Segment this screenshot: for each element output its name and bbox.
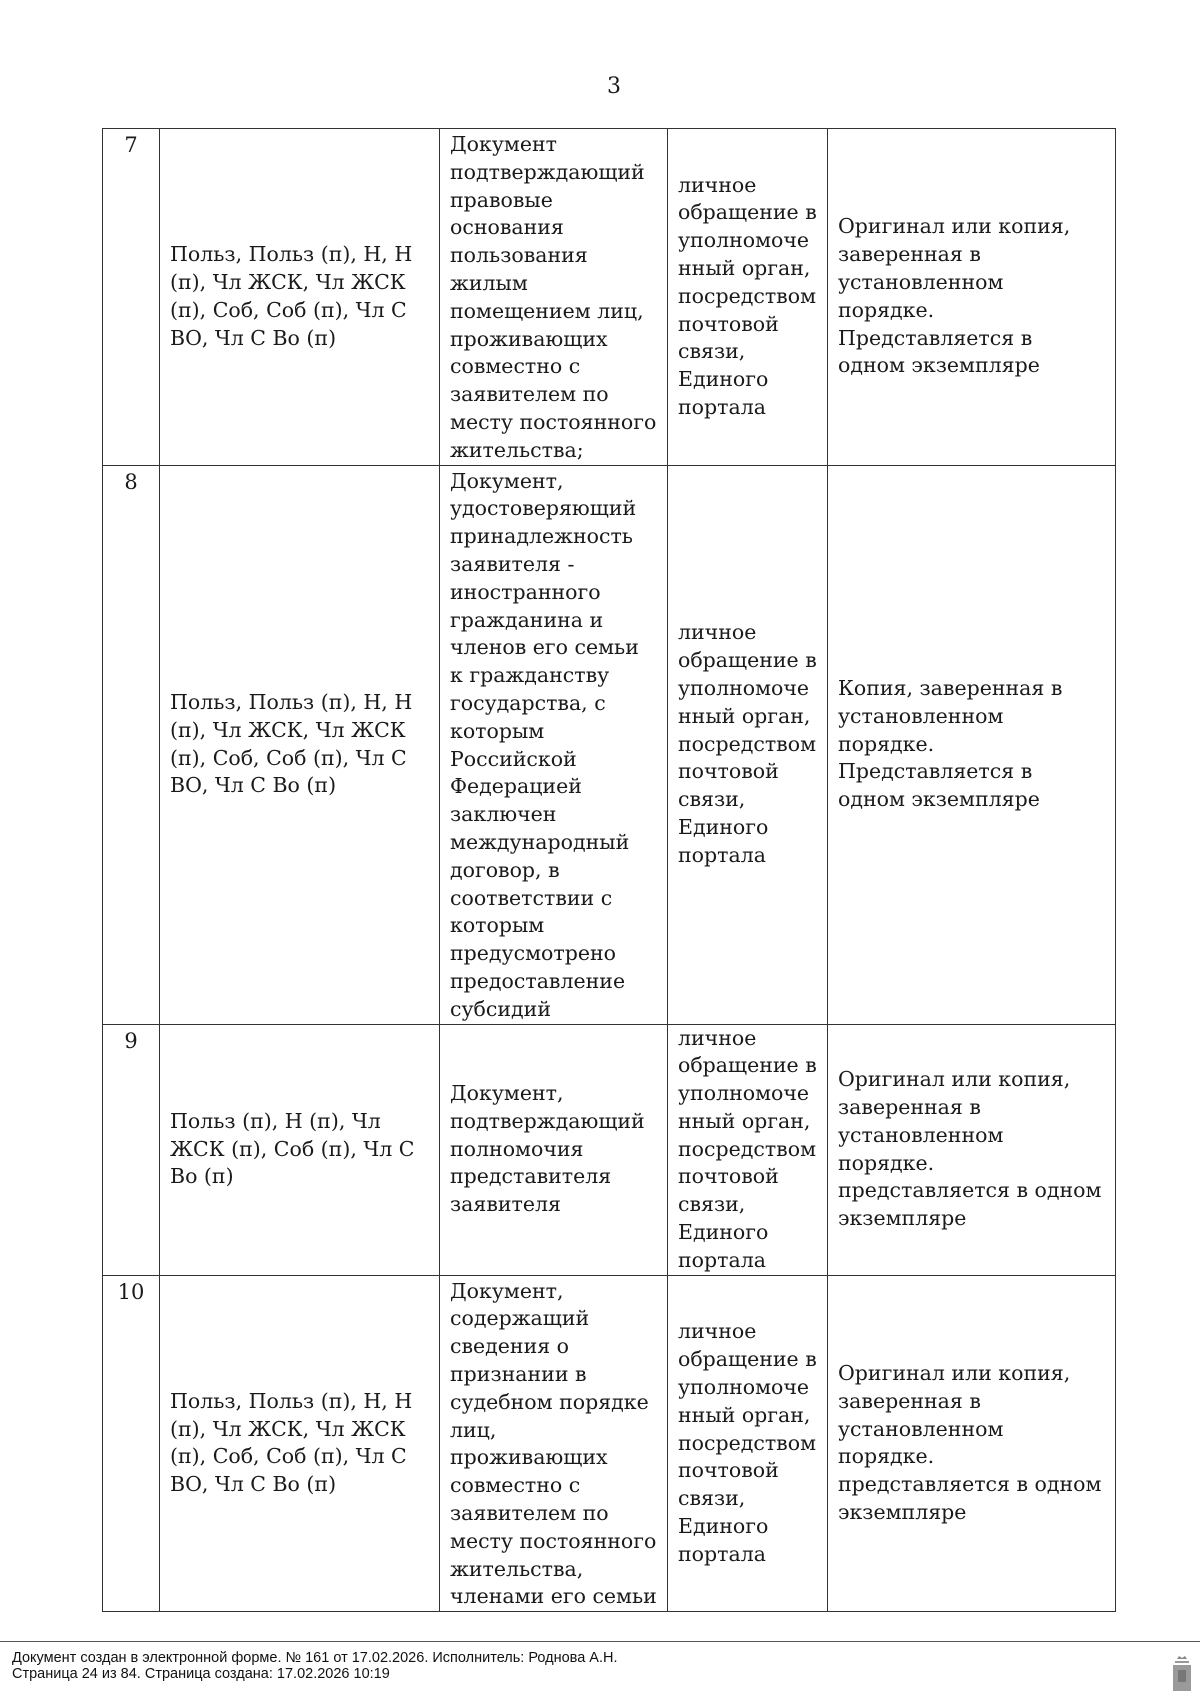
footer-divider [0,1641,1200,1642]
table-row [103,1024,1116,1275]
document-name: Документ, удостоверяющий принадлежность заявителя - иностранного гражданина и членов его семьи к гражданству государства, с которым Российской Федерацией заключен международный договор, в соответствии с которым предусмотрено предоставление субсидий [440,465,668,1024]
submission-method: личное обращение в уполномоченный орган, посредством почтовой связи, Единого портала [668,1275,828,1612]
submission-method: личное обращение в уполномоченный орган, посредством почтовой связи, Единого портала [668,129,828,466]
table-row [103,465,1116,1024]
document-name: Документ, подтверждающий полномочия представителя заявителя [440,1024,668,1275]
document-name: Документ, содержащий сведения о признании в судебном порядке лиц, проживающих совместно с заявителем по месту постоянного жительства, членами его семьи [440,1275,668,1612]
documents-table [102,128,1116,1612]
footer-line-2: Страница 24 из 84. Страница создана: 17.02.2026 10:19 [12,1666,390,1682]
applicant-categories: Польз, Польз (п), Н, Н (п), Чл ЖСК, Чл ЖСК (п), Соб, Соб (п), Чл С ВО, Чл С Во (п) [160,465,440,1024]
submission-method: личное обращение в уполномоченный орган, посредством почтовой связи, Единого портала [668,1024,828,1275]
document-form: Копия, заверенная в установленном порядке. Представляется в одном экземпляре [828,465,1116,1024]
table-row [103,129,1116,466]
document-form: Оригинал или копия, заверенная в установленном порядке. представляется в одном экземпляре [828,1275,1116,1612]
table-row [103,1275,1116,1612]
document-name: Документ подтверждающий правовые основания пользования жилым помещением лиц, проживающих совместно с заявителем по месту постоянного жительства; [440,129,668,466]
applicant-categories: Польз (п), Н (п), Чл ЖСК (п), Соб (п), Чл С Во (п) [160,1024,440,1275]
document-form: Оригинал или копия, заверенная в установленном порядке. представляется в одном экземпляре [828,1024,1116,1275]
document-form: Оригинал или копия, заверенная в установленном порядке. Представляется в одном экземпляре [828,129,1116,466]
applicant-categories: Польз, Польз (п), Н, Н (п), Чл ЖСК, Чл ЖСК (п), Соб, Соб (п), Чл С ВО, Чл С Во (п) [160,129,440,466]
row-number: 8 [103,465,160,1024]
applicant-categories: Польз, Польз (п), Н, Н (п), Чл ЖСК, Чл ЖСК (п), Соб, Соб (п), Чл С ВО, Чл С Во (п) [160,1275,440,1612]
emblem-icon [1170,1655,1194,1693]
footer-line-1: Документ создан в электронной форме. № 161 от 17.02.2026. Исполнитель: Роднова А.Н. [12,1650,618,1666]
row-number: 9 [103,1024,160,1275]
row-number: 7 [103,129,160,466]
row-number: 10 [103,1275,160,1612]
submission-method: личное обращение в уполномоченный орган, посредством почтовой связи, Единого портала [668,465,828,1024]
footer [12,1650,618,1682]
page-number: 3 [607,74,621,99]
